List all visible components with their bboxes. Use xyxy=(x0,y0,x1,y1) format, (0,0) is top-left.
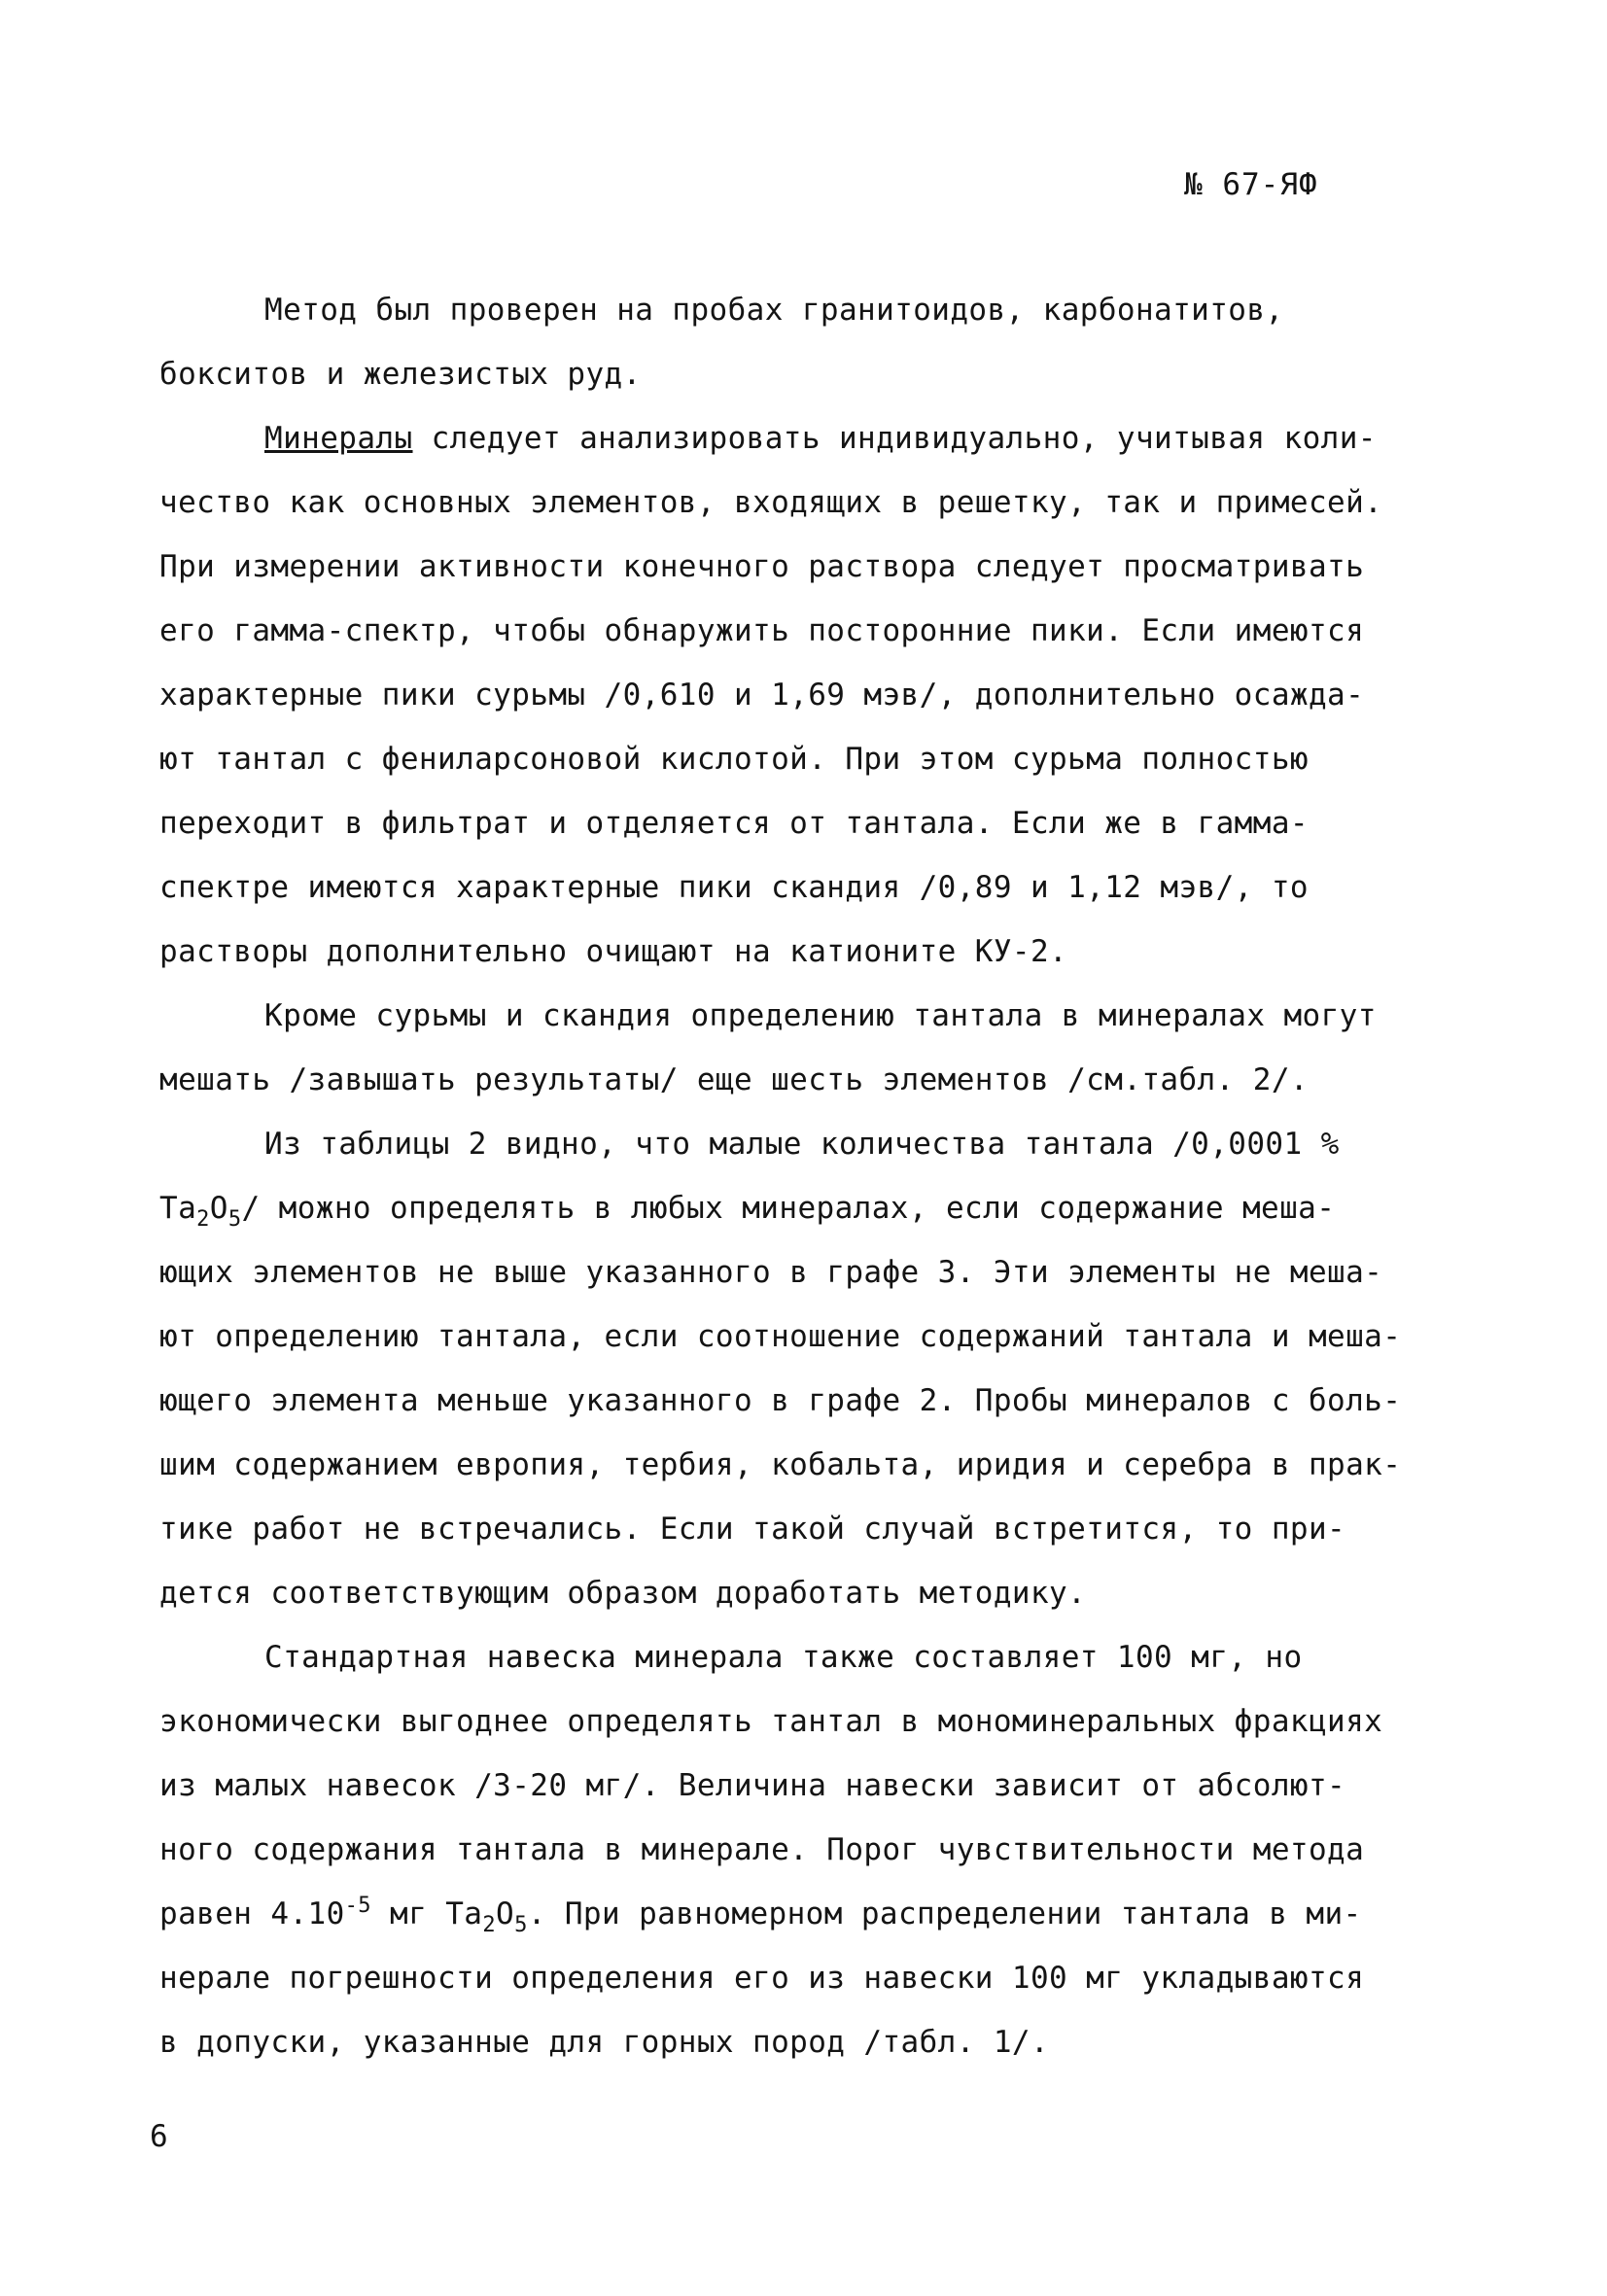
text-line: ют тантал с фениларсоновой кислотой. При этом сурьма полностью xyxy=(159,742,1309,777)
formula-subscript: 2 xyxy=(196,1207,210,1232)
text-line: в допуски, указанные для горных пород /табл. 1/. xyxy=(159,2025,1050,2060)
text-line: чество как основных элементов, входящих в решетку, так и примесей. xyxy=(159,485,1383,520)
text-line: мешать /завышать результаты/ еще шесть элементов /см.табл. 2/. xyxy=(159,1062,1309,1097)
text-line-formula xyxy=(159,1176,1472,1240)
text-line: растворы дополнительно очищают на катионите КУ-2. xyxy=(159,934,1068,969)
text-line: спектре имеются характерные пики скандия /0,89 и 1,12 мэв/, то xyxy=(159,870,1309,905)
formula-part: равен 4.10 xyxy=(159,1896,345,1931)
formula-subscript: 5 xyxy=(514,1913,528,1937)
text-fragment: . При равномерном распределении тантала в ми- xyxy=(527,1896,1362,1931)
text-line xyxy=(159,406,1472,470)
text-line: его гамма-спектр, чтобы обнаружить посторонние пики. Если имеются xyxy=(159,613,1365,648)
formula-superscript: -5 xyxy=(344,1894,371,1918)
text-line: из малых навесок /3-20 мг/. Величина навески зависит от абсолют- xyxy=(159,1768,1346,1803)
text-line: ют определению тантала, если соотношение содержаний тантала и меша- xyxy=(159,1319,1402,1354)
text-line: шим содержанием европия, тербия, кобальта, иридия и серебра в прак- xyxy=(159,1447,1402,1482)
text-fragment: следует анализировать индивидуально, учитывая коли- xyxy=(412,421,1377,456)
text-line: ного содержания тантала в минерале. Порог чувствительности метода xyxy=(159,1832,1365,1867)
formula-subscript: 5 xyxy=(227,1207,242,1232)
text-fragment: / можно определять в любых минералах, если содержание меша- xyxy=(241,1191,1336,1226)
text-line: бокситов и железистых руд. xyxy=(159,357,642,392)
text-line: ющего элемента меньше указанного в графе 2. Пробы минералов с боль- xyxy=(159,1383,1402,1418)
formula-part: O xyxy=(209,1191,228,1226)
page-number: 6 xyxy=(150,2119,168,2154)
text-line: При измерении активности конечного раствора следует просматривать xyxy=(159,549,1365,584)
text-line: Стандартная навеска минерала также составляет 100 мг, но xyxy=(264,1640,1303,1675)
text-line: нерале погрешности определения его из навески 100 мг укладываются xyxy=(159,1961,1365,1996)
document-number: № 67-ЯФ xyxy=(1184,167,1318,202)
text-line: экономически выгоднее определять тантал в мономинеральных фракциях xyxy=(159,1704,1383,1739)
text-line: Метод был проверен на пробах гранитоидов, карбонатитов, xyxy=(264,293,1284,328)
formula-subscript: 2 xyxy=(482,1913,496,1937)
underlined-term: Минералы xyxy=(264,421,413,456)
text-line-formula xyxy=(159,1882,1472,1946)
text-line: Кроме сурьмы и скандия определению тантала в минералах могут xyxy=(264,998,1377,1033)
text-line: переходит в фильтрат и отделяется от тантала. Если же в гамма- xyxy=(159,806,1309,841)
text-line: дется соответствующим образом доработать методику. xyxy=(159,1576,1087,1611)
text-line: характерные пики сурьмы /0,610 и 1,69 мэв/, дополнительно осажда- xyxy=(159,678,1365,713)
document-body xyxy=(159,278,1472,2074)
text-line: тике работ не встречались. Если такой случай встретится, то при- xyxy=(159,1512,1346,1547)
text-line: ющих элементов не выше указанного в графе 3. Эти элементы не меша- xyxy=(159,1255,1383,1290)
formula-part: мг Ta xyxy=(370,1896,483,1931)
formula-part: Ta xyxy=(159,1191,197,1226)
text-line: Из таблицы 2 видно, что малые количества тантала /0,0001 % xyxy=(264,1127,1340,1162)
formula-part: O xyxy=(495,1896,515,1931)
